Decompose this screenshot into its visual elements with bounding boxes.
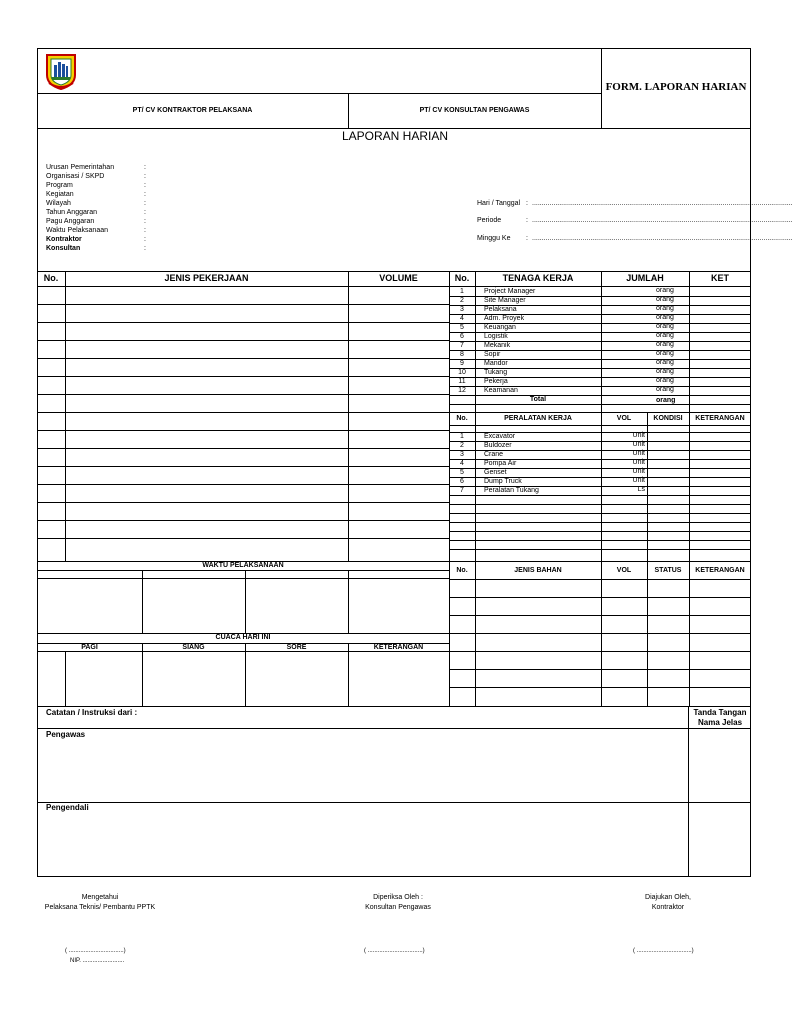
grid-line	[37, 430, 449, 431]
tenaga-row-name: Project Manager	[484, 288, 536, 295]
emblem-icon	[45, 53, 77, 91]
peralatan-row-no: 6	[460, 478, 464, 485]
report-title: LAPORAN HARIAN	[341, 129, 449, 143]
tenaga-row-unit: orang	[656, 368, 674, 375]
peralatan-row-no: 1	[460, 433, 464, 440]
kontraktor-header: PT/ CV KONTRAKTOR PELAKSANA	[132, 107, 253, 114]
peralatan-row-name: Pompa Air	[484, 460, 517, 467]
peralatan-row-unit: Unit	[632, 432, 645, 439]
grid-line	[37, 466, 449, 467]
grid-line	[37, 538, 449, 539]
info-right-dots: ......................................................................................................................................	[532, 200, 793, 207]
sig-blank-2: ( .................................)	[364, 948, 425, 954]
grid-line	[37, 340, 449, 341]
peralatan-row-no: 7	[460, 487, 464, 494]
tenaga-row-no: 7	[460, 342, 464, 349]
grid-line	[449, 615, 751, 616]
tenaga-row-no: 3	[460, 306, 464, 313]
grid-line	[449, 468, 751, 469]
work-volume-header: VOLUME	[379, 273, 418, 283]
peralatan-row-no: 5	[460, 469, 464, 476]
info-colon: :	[144, 173, 146, 180]
peralatan-header: PERALATAN KERJA	[504, 415, 572, 422]
peralatan-no-header: No.	[456, 415, 468, 422]
tenaga-row-unit: orang	[656, 314, 674, 321]
info-label: Pagu Anggaran	[46, 218, 95, 225]
grid-line	[449, 633, 751, 634]
tenaga-row-no: 4	[460, 315, 464, 322]
sig-nip: NIP. .........................	[70, 958, 125, 964]
info-colon: :	[144, 227, 146, 234]
grid-line	[449, 495, 751, 496]
sig-diajukan: Diajukan Oleh,	[645, 894, 691, 901]
sig-diperiksa: Diperiksa Oleh :	[373, 894, 423, 901]
tenaga-row-unit: orang	[656, 377, 674, 384]
grid-line	[449, 513, 751, 514]
info-colon: :	[144, 209, 146, 216]
grid-line	[449, 549, 751, 550]
tenaga-header: TENAGA KERJA	[502, 273, 574, 283]
pengawas-label: Pengawas	[46, 730, 86, 739]
peralatan-row-no: 3	[460, 451, 464, 458]
cuaca-keterangan: KETERANGAN	[373, 644, 424, 651]
grid-line	[37, 304, 449, 305]
tenaga-row-unit: orang	[656, 296, 674, 303]
tenaga-row-name: Site Manager	[484, 297, 526, 304]
grid-line	[449, 687, 751, 688]
tenaga-total-label: Total	[529, 396, 547, 403]
peralatan-row-name: Crane	[484, 451, 504, 458]
peralatan-row-name: Peralatan Tukang	[484, 487, 539, 494]
grid-line	[449, 477, 751, 478]
grid-line	[449, 597, 751, 598]
peralatan-row-unit: Ls	[637, 486, 645, 493]
sig-blank-1: ( .................................)	[65, 948, 126, 954]
bahan-status-header: STATUS	[654, 567, 682, 574]
peralatan-ket-header: KETERANGAN	[695, 415, 745, 422]
bahan-vol-header: VOL	[616, 567, 632, 574]
pengendali-label: Pengendali	[46, 803, 89, 812]
peralatan-row-unit: Unit	[632, 468, 645, 475]
tenaga-row-no: 11	[458, 378, 466, 385]
tenaga-row-name: Keamanan	[484, 387, 518, 394]
tenaga-row-no: 6	[460, 333, 464, 340]
tenaga-row-name: Pelaksana	[484, 306, 517, 313]
peralatan-row-unit: Unit	[632, 441, 645, 448]
grid-line	[449, 522, 751, 523]
tenaga-row-unit: orang	[656, 287, 674, 294]
cuaca-siang: SIANG	[182, 644, 205, 651]
grid-line	[37, 358, 449, 359]
bahan-no-header: No.	[456, 567, 468, 574]
jumlah-header: JUMLAH	[626, 273, 664, 283]
peralatan-row-name: Excavator	[484, 433, 516, 440]
info-colon: :	[144, 191, 146, 198]
info-label: Program	[46, 182, 73, 189]
tenaga-row-unit: orang	[656, 305, 674, 312]
tenaga-row-name: Mandor	[484, 360, 508, 367]
peralatan-row-no: 4	[460, 460, 464, 467]
tenaga-row-unit: orang	[656, 350, 674, 357]
grid-line	[37, 448, 449, 449]
cuaca-title: CUACA HARI INI	[215, 634, 271, 641]
grid-line	[449, 531, 751, 532]
grid-line	[449, 504, 751, 505]
grid-line	[449, 486, 751, 487]
tenaga-row-no: 10	[458, 369, 466, 376]
peralatan-vol-header: VOL	[616, 415, 632, 422]
form-title: FORM. LAPORAN HARIAN	[605, 81, 747, 93]
sig-pelaksana: Pelaksana Teknis/ Pembantu PPTK	[44, 904, 156, 911]
tenaga-row-no: 12	[458, 387, 466, 394]
info-label: Waktu Pelaksanaan	[46, 227, 108, 234]
info-colon: :	[144, 164, 146, 171]
info-label: Konsultan	[46, 245, 81, 252]
info-label: Wilayah	[46, 200, 71, 207]
peralatan-row-no: 2	[460, 442, 464, 449]
info-label: Organisasi / SKPD	[46, 173, 105, 180]
tenaga-row-no: 9	[460, 360, 464, 367]
info-label: Tahun Anggaran	[46, 209, 97, 216]
grid-line	[449, 651, 751, 652]
peralatan-row-name: Dump Truck	[484, 478, 522, 485]
tenaga-row-unit: orang	[656, 341, 674, 348]
tenaga-no-header: No.	[454, 273, 470, 283]
info-colon: :	[144, 182, 146, 189]
grid-line	[37, 376, 449, 377]
grid-line	[37, 520, 449, 521]
ket-header: KET	[711, 273, 729, 283]
tenaga-row-name: Mekanik	[484, 342, 511, 349]
tenaga-row-name: Logistik	[484, 333, 508, 340]
info-right-label: Periode	[477, 217, 502, 224]
grid-line	[37, 502, 449, 503]
cuaca-pagi: PAGI	[81, 644, 98, 651]
catatan-label: Catatan / Instruksi dari :	[46, 708, 138, 717]
tenaga-row-unit: orang	[656, 332, 674, 339]
info-right-dots: ......................................................................................................................................	[532, 235, 793, 242]
ttd-label-2: Nama Jelas	[697, 718, 743, 727]
info-label: Kontraktor	[46, 236, 82, 243]
peralatan-row-unit: Unit	[632, 459, 645, 466]
info-right-colon: :	[526, 217, 528, 224]
tenaga-row-no: 8	[460, 351, 464, 358]
grid-line	[37, 484, 449, 485]
tenaga-row-unit: orang	[656, 359, 674, 366]
tenaga-row-unit: orang	[656, 323, 674, 330]
info-right-colon: :	[526, 200, 528, 207]
info-colon: :	[144, 245, 146, 252]
konsultan-header: PT/ CV KONSULTAN PENGAWAS	[419, 107, 530, 114]
grid-line	[37, 412, 449, 413]
info-label: Kegiatan	[46, 191, 74, 198]
sig-blank-3: ( .................................)	[633, 948, 694, 954]
grid-line	[449, 459, 751, 460]
work-no-header: No.	[43, 273, 59, 283]
info-colon: :	[144, 218, 146, 225]
tenaga-total-unit: orang	[656, 397, 676, 404]
tenaga-row-name: Pekerja	[484, 378, 508, 385]
tenaga-row-name: Adm. Proyek	[484, 315, 525, 322]
tenaga-row-name: Tukang	[484, 369, 508, 376]
ttd-label-1: Tanda Tangan	[693, 708, 747, 717]
tenaga-row-name: Sopir	[484, 351, 501, 358]
peralatan-row-unit: Unit	[632, 477, 645, 484]
peralatan-row-unit: Unit	[632, 450, 645, 457]
cuaca-sore: SORE	[286, 644, 307, 651]
grid-line	[449, 540, 751, 541]
bahan-header: JENIS BAHAN	[514, 567, 562, 574]
peralatan-row-name: Buldozer	[484, 442, 512, 449]
sig-konsultan: Konsultan Pengawas	[365, 904, 431, 911]
grid-line	[37, 322, 449, 323]
info-right-colon: :	[526, 235, 528, 242]
peralatan-row-name: Genset	[484, 469, 507, 476]
info-label: Urusan Pemerintahan	[46, 164, 115, 171]
waktu-label: WAKTU PELAKSANAAN	[202, 562, 284, 569]
peralatan-kondisi-header: KONDISI	[653, 415, 683, 422]
tenaga-row-unit: orang	[656, 386, 674, 393]
info-right-label: Minggu Ke	[477, 235, 511, 242]
logo	[45, 53, 77, 91]
work-jenis-header: JENIS PEKERJAAN	[164, 273, 249, 283]
info-colon: :	[144, 200, 146, 207]
sig-kontraktor: Kontraktor	[651, 904, 685, 911]
grid-line	[449, 432, 751, 433]
tenaga-row-no: 1	[460, 288, 464, 295]
info-right-dots: ......................................................................................................................................	[532, 217, 793, 224]
grid-line	[37, 394, 449, 395]
info-right-label: Hari / Tanggal	[477, 200, 521, 207]
grid-line	[449, 450, 751, 451]
bahan-ket-header: KETERANGAN	[695, 567, 745, 574]
grid-line	[449, 669, 751, 670]
info-colon: :	[144, 236, 146, 243]
tenaga-row-no: 5	[460, 324, 464, 331]
tenaga-row-no: 2	[460, 297, 464, 304]
grid-line	[449, 441, 751, 442]
sig-mengetahui: Mengetahui	[81, 894, 119, 901]
tenaga-row-name: Keuangan	[484, 324, 516, 331]
